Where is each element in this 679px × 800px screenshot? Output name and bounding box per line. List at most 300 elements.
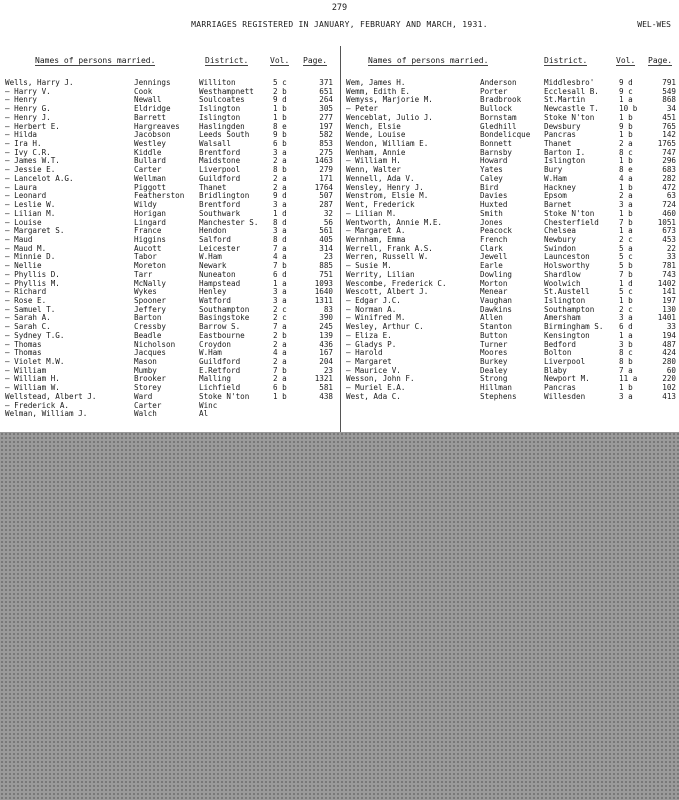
entry-page: 413 (662, 391, 676, 401)
entry-name: Werrell, Frank A.S. (346, 243, 433, 253)
page-number: 279 (331, 3, 348, 13)
entry-page: 436 (319, 339, 333, 349)
entry-name: — Leslie W. (5, 200, 56, 210)
entry-district: Newbury (544, 234, 577, 244)
entry-page: 453 (662, 234, 676, 244)
entry-spouse-surname: Carter (134, 165, 162, 175)
entry-page: 245 (319, 322, 333, 332)
entry-spouse-surname: Stephens (480, 391, 517, 401)
entry-district: Bridlington (199, 191, 250, 201)
entry-page: 141 (662, 287, 676, 297)
entry-district: Nuneaton (199, 269, 236, 279)
entry-name: Wellstead, Albert J. (5, 391, 97, 401)
entry-district: Blaby (544, 365, 567, 375)
entry-volume: 2 c (619, 304, 633, 314)
entry-spouse-surname: Dealey (480, 365, 508, 375)
entry-name: — Norman A. (346, 304, 397, 314)
entry-page: 424 (662, 348, 676, 358)
entry-district: Islington (199, 112, 241, 122)
entry-name: — Samuel T. (5, 304, 56, 314)
entry-name: Werrity, Lilian (346, 269, 415, 279)
entry-district: Barton I. (544, 147, 586, 157)
entry-name: — Phyllis D. (5, 269, 60, 279)
entry-name: — Sydney T.G. (5, 330, 65, 340)
entry-district: Launceston (544, 252, 590, 262)
entry-volume: 6 d (619, 322, 633, 332)
entry-name: — Ira H. (5, 139, 42, 149)
entry-spouse-surname: Lingard (134, 217, 167, 227)
entry-name: Wench, Elsie (346, 121, 401, 131)
entry-volume: 5 a (619, 243, 633, 253)
entry-district: Liverpool (544, 357, 586, 366)
entry-district: Westhampnett (199, 86, 254, 96)
entry-page: 743 (662, 269, 676, 279)
entry-page: 63 (666, 191, 676, 201)
entry-district: Soulcoates (199, 95, 245, 105)
entry-name: — Rose E. (5, 295, 47, 305)
entry-name: — Louise (5, 217, 42, 227)
entry-volume: 6 b (273, 139, 287, 149)
entry-page: 279 (319, 165, 333, 175)
entry-spouse-surname: Jennings (134, 78, 171, 87)
entry-name: — Gladys P. (346, 339, 397, 349)
entry-name: Wennell, Ada V. (346, 173, 415, 183)
entry-volume: 6 d (273, 269, 287, 279)
entry-row (346, 393, 676, 402)
entry-spouse-surname: Cressby (134, 322, 167, 332)
entry-district: Guildford (199, 173, 241, 183)
entry-spouse-surname: Eldridge (134, 104, 171, 114)
entry-district: Newark (199, 261, 227, 271)
entry-page: 747 (662, 147, 676, 157)
entry-volume: 1 a (619, 330, 633, 340)
entry-name: — Maud (5, 234, 33, 244)
vol-header: Vol. (616, 56, 636, 65)
entry-spouse-surname: Bornstam (480, 112, 517, 122)
entry-page: 32 (323, 208, 333, 218)
entry-volume: 1 b (619, 112, 633, 122)
entry-spouse-surname: Bradbrook (480, 95, 522, 105)
entry-district: Epsom (544, 191, 567, 201)
entry-district: St.Martin (544, 95, 586, 105)
entry-district: Haslingden (199, 121, 245, 131)
entry-district: Kensington (544, 330, 590, 340)
entry-district: Dewsbury (544, 121, 581, 131)
entry-spouse-surname: Kiddle (134, 147, 162, 157)
entry-spouse-surname: Walch (134, 409, 157, 419)
entry-spouse-surname: Jacobson (134, 130, 171, 140)
entry-page: 1093 (314, 278, 333, 288)
entry-volume: 2 a (273, 156, 287, 166)
entry-page: 275 (319, 147, 333, 157)
entry-volume: 1 b (619, 130, 633, 140)
entry-name: — Henry J. (5, 112, 51, 122)
entry-district: Leeds South (199, 130, 250, 140)
entry-volume: 9 d (273, 191, 287, 201)
entry-page: 171 (319, 173, 333, 183)
entry-district: Henley (199, 287, 227, 297)
entry-name: — Lilian M. (346, 208, 397, 218)
entry-volume: 7 a (619, 365, 633, 375)
entry-district: Maidstone (199, 156, 241, 166)
entry-district: Thanet (544, 139, 572, 149)
entry-name: Wesson, John F. (346, 374, 415, 384)
entry-volume: 3 a (619, 313, 633, 323)
entry-spouse-surname: McNally (134, 278, 167, 288)
entry-page: 581 (319, 383, 333, 393)
entry-district: Barnet (544, 200, 572, 210)
entry-volume: 11 a (619, 374, 638, 384)
entry-page: 487 (662, 339, 676, 349)
page-title: MARRIAGES REGISTERED IN JANUARY, FEBRUARY AND MARCH, 1931. (191, 20, 488, 29)
entry-name: — Henry G. (5, 104, 51, 114)
entry-spouse-surname: Horigan (134, 208, 167, 218)
entry-spouse-surname: Barrett (134, 112, 167, 122)
right-entries (346, 79, 676, 402)
entry-page: 22 (666, 243, 676, 253)
entry-page: 277 (319, 112, 333, 122)
entry-name: — Maurice V. (346, 365, 401, 375)
entry-district: W.Ham (199, 348, 222, 358)
entry-name: — Minnie D. (5, 252, 56, 262)
entry-district: Woolwich (544, 278, 581, 288)
entry-page: 33 (666, 252, 676, 262)
entry-name: — Sarah A. (5, 313, 51, 323)
entry-row (5, 410, 335, 419)
entry-name: — Ivy C.R. (5, 147, 51, 157)
entry-name: — Eliza E. (346, 330, 392, 340)
names-header: Names of persons married. (35, 56, 156, 65)
entry-district: Walsall (199, 139, 232, 149)
entry-volume: 8 b (273, 165, 287, 175)
entry-district: Eastbourne (199, 330, 245, 340)
entry-page: 561 (319, 226, 333, 236)
entry-spouse-surname: Piggott (134, 182, 167, 192)
entry-volume: 2 a (273, 357, 287, 366)
entry-name: Welman, William J. (5, 409, 88, 419)
entry-page: 197 (662, 295, 676, 305)
entry-volume: 2 a (273, 339, 287, 349)
entry-name: Wenstrom, Elsie M. (346, 191, 429, 201)
entry-page: 1765 (657, 139, 676, 149)
entry-district: Bedford (544, 339, 577, 349)
entry-spouse-surname: Morton (480, 278, 508, 288)
entry-page: 139 (319, 330, 333, 340)
entry-district: Islington (199, 104, 241, 114)
entry-name: — Peter (346, 104, 379, 114)
entry-page: 582 (319, 130, 333, 140)
entry-page: 371 (319, 78, 333, 87)
entry-spouse-surname: Peacock (480, 226, 513, 236)
entry-page: 204 (319, 357, 333, 366)
entry-name: — Richard (5, 287, 47, 297)
entry-district: Southampton (199, 304, 250, 314)
entry-volume: 3 a (273, 287, 287, 297)
entry-page: 1401 (657, 313, 676, 323)
entry-page: 83 (323, 304, 333, 314)
entry-name: — Jessie E. (5, 165, 56, 175)
entry-district: Ecclesall B. (544, 86, 599, 96)
entry-district: Pancras (544, 130, 577, 140)
entry-volume: 1 a (619, 226, 633, 236)
entry-spouse-surname: Gledhill (480, 121, 517, 131)
entry-name: Wescott, Albert J. (346, 287, 429, 297)
entry-district: W.Ham (544, 173, 567, 183)
entry-spouse-surname: Wildy (134, 200, 157, 210)
entry-name: West, Ada C. (346, 391, 401, 401)
entry-name: Wenceblat, Julio J. (346, 112, 433, 122)
entry-district: E.Retford (199, 365, 241, 375)
entry-page: 23 (323, 252, 333, 262)
district-header: District. (544, 56, 588, 65)
entry-page: 438 (319, 391, 333, 401)
entry-volume: 9 d (273, 95, 287, 105)
entry-page: 102 (662, 383, 676, 393)
entry-volume: 1 b (619, 182, 633, 192)
entry-name: — Nellie (5, 261, 42, 271)
entry-name: Wescombe, Frederick C. (346, 278, 447, 288)
entry-volume: 2 a (619, 139, 633, 149)
entry-page: 673 (662, 226, 676, 236)
entry-volume: 8 e (619, 165, 633, 175)
entry-volume: 2 a (273, 182, 287, 192)
entry-district: Malling (199, 374, 232, 384)
entry-page: 791 (662, 78, 676, 87)
entry-page: 60 (666, 365, 676, 375)
entry-district: Leicester (199, 243, 241, 253)
entry-district: Birmingham S. (544, 322, 604, 332)
entry-page: 296 (662, 156, 676, 166)
entry-page: 751 (319, 269, 333, 279)
entry-volume: 9 b (619, 121, 633, 131)
entry-spouse-surname: Porter (480, 86, 508, 96)
entry-district: Brentford (199, 147, 241, 157)
entry-page: 451 (662, 112, 676, 122)
entry-volume: 7 a (273, 322, 287, 332)
entry-volume: 2 b (273, 86, 287, 96)
entry-name: — Violet M.W. (5, 357, 65, 366)
entry-page: 280 (662, 357, 676, 366)
entry-page: 167 (319, 348, 333, 358)
entry-spouse-surname: Moores (480, 348, 508, 358)
entry-spouse-surname: Dawkins (480, 304, 513, 314)
entry-district: St.Austell (544, 287, 590, 297)
entry-spouse-surname: Smith (480, 208, 503, 218)
entry-page: 197 (319, 121, 333, 131)
entry-spouse-surname: Spooner (134, 295, 167, 305)
entry-district: Barrow S. (199, 322, 241, 332)
entry-spouse-surname: Moreton (134, 261, 167, 271)
entry-volume: 2 c (273, 313, 287, 323)
entry-volume: 7 b (273, 365, 287, 375)
entry-volume: 7 b (619, 269, 633, 279)
entry-name: Wenham, Annie (346, 147, 406, 157)
entry-volume: 10 b (619, 104, 638, 114)
right-column (346, 56, 676, 402)
left-column (5, 56, 335, 419)
column-divider (340, 46, 341, 436)
entry-district: Winc (199, 400, 218, 410)
entry-district: Stoke N'ton (199, 391, 250, 401)
entry-page: 651 (319, 86, 333, 96)
entry-spouse-surname: Hillman (480, 383, 513, 393)
entry-spouse-surname: Cook (134, 86, 153, 96)
entry-page: 1640 (314, 287, 333, 297)
entry-volume: 6 b (273, 383, 287, 393)
entry-spouse-surname: Mason (134, 357, 157, 366)
entry-name: — Phyllis M. (5, 278, 60, 288)
entry-spouse-surname: Stanton (480, 322, 513, 332)
entry-page: 33 (666, 322, 676, 332)
entry-name: — Lilian M. (5, 208, 56, 218)
entry-volume: 1 b (619, 156, 633, 166)
entry-district: Salford (199, 234, 232, 244)
entry-volume: 5 c (619, 287, 633, 297)
names-header: Names of persons married. (368, 56, 489, 65)
right-header (346, 56, 676, 69)
redacted-area (0, 432, 679, 800)
entry-volume: 9 d (619, 78, 633, 87)
entry-volume: 4 a (619, 173, 633, 183)
entry-volume: 8 b (619, 357, 633, 366)
entry-name: — Thomas (5, 339, 42, 349)
entry-volume: 5 c (619, 252, 633, 262)
entry-page: 885 (319, 261, 333, 271)
entry-name: Wem, James H. (346, 78, 406, 87)
entry-page: 287 (319, 200, 333, 210)
entry-district: Watford (199, 295, 232, 305)
entry-spouse-surname: Menear (480, 287, 508, 297)
entry-name: — Henry (5, 95, 38, 105)
entry-volume: 1 b (619, 208, 633, 218)
entry-district: Amersham (544, 313, 581, 323)
entry-district: Hampstead (199, 278, 241, 288)
entry-name: Werren, Russell W. (346, 252, 429, 262)
entry-name: — Winifred M. (346, 313, 406, 323)
entry-district: Liverpool (199, 165, 241, 175)
entry-volume: 5 b (619, 261, 633, 271)
entry-volume: 3 a (273, 295, 287, 305)
entry-name: Wernham, Emma (346, 234, 406, 244)
entry-volume: 8 d (273, 217, 287, 227)
entry-district: Newcastle T. (544, 104, 599, 114)
entry-spouse-surname: Jewell (480, 252, 508, 262)
entry-name: Wenn, Walter (346, 165, 401, 175)
entry-page: 34 (666, 104, 676, 114)
entry-spouse-surname: Burkey (480, 357, 508, 366)
entry-spouse-surname: Dowling (480, 269, 513, 279)
entry-spouse-surname: Bird (480, 182, 499, 192)
entry-spouse-surname: Mumby (134, 365, 157, 375)
entry-volume: 8 e (273, 121, 287, 131)
entry-spouse-surname: Wellman (134, 173, 167, 183)
entry-name: — Muriel E.A. (346, 383, 406, 393)
entry-spouse-surname: Beadle (134, 330, 162, 340)
entry-page: 194 (662, 330, 676, 340)
entry-spouse-surname: Turner (480, 339, 508, 349)
entry-volume: 1 b (619, 383, 633, 393)
entry-spouse-surname: Anderson (480, 78, 517, 87)
entry-name: — Thomas (5, 348, 42, 358)
entry-name: Wende, Louise (346, 130, 406, 140)
entry-volume: 7 a (273, 243, 287, 253)
entry-spouse-surname: Aucott (134, 243, 162, 253)
entry-district: Southampton (544, 304, 595, 314)
entry-name: Wentworth, Annie M.E. (346, 217, 443, 227)
entry-volume: 8 c (619, 147, 633, 157)
entry-volume: 7 b (273, 261, 287, 271)
entry-spouse-surname: Button (480, 330, 508, 340)
entry-page: 724 (662, 200, 676, 210)
entry-page: 460 (662, 208, 676, 218)
entry-district: Willesden (544, 391, 586, 401)
entry-spouse-surname: Higgins (134, 234, 167, 244)
entry-district: Hackney (544, 182, 577, 192)
entry-spouse-surname: Bullard (134, 156, 167, 166)
entry-page: 1311 (314, 295, 333, 305)
page-header: Page. (648, 56, 673, 65)
entry-volume: 3 a (619, 200, 633, 210)
entry-volume: 8 c (619, 348, 633, 358)
entry-volume: 9 b (273, 130, 287, 140)
entry-page: 220 (662, 374, 676, 384)
entry-district: Stoke N'ton (544, 112, 595, 122)
entry-spouse-surname: Clark (480, 243, 503, 253)
entry-page: 1402 (657, 278, 676, 288)
entry-district: Chesterfield (544, 217, 599, 227)
entry-page: 23 (323, 365, 333, 375)
entry-spouse-surname: Westley (134, 139, 167, 149)
entry-district: Middlesbro' (544, 78, 595, 87)
entry-name: — Maud M. (5, 243, 47, 253)
entry-page: 507 (319, 191, 333, 201)
entry-volume: 1 d (273, 208, 287, 218)
entry-volume: 1 b (273, 391, 287, 401)
entry-district: W.Ham (199, 252, 222, 262)
entry-spouse-surname: Ward (134, 391, 153, 401)
entry-district: Stoke N'ton (544, 208, 595, 218)
entry-page: 314 (319, 243, 333, 253)
entry-spouse-surname: Nicholson (134, 339, 176, 349)
entry-spouse-surname: Hargreaves (134, 121, 180, 131)
entry-district: Thanet (199, 182, 227, 192)
entry-name: — Sarah C. (5, 322, 51, 332)
entry-page: 868 (662, 95, 676, 105)
entry-spouse-surname: Barton (134, 313, 162, 323)
entry-spouse-surname: Caley (480, 173, 503, 183)
entry-spouse-surname: Bullock (480, 104, 513, 114)
left-entries (5, 79, 335, 419)
entry-spouse-surname: Wykes (134, 287, 157, 297)
entry-volume: 1 b (273, 104, 287, 114)
entry-district: Chelsea (544, 226, 577, 236)
entry-page: 130 (662, 304, 676, 314)
entry-spouse-surname: Tabor (134, 252, 157, 262)
entry-spouse-surname: Barnsby (480, 147, 513, 157)
entry-spouse-surname: Bonnett (480, 139, 513, 149)
entry-volume: 2 a (619, 191, 633, 201)
entry-district: Bury (544, 165, 563, 175)
entry-page: 1321 (314, 374, 333, 384)
entry-spouse-surname: Howard (480, 156, 508, 166)
entry-volume: 5 c (273, 78, 287, 87)
entry-spouse-surname: Earle (480, 261, 503, 271)
entry-spouse-surname: Allen (480, 313, 503, 323)
entry-spouse-surname: Huxted (480, 200, 508, 210)
entry-spouse-surname: Tarr (134, 269, 153, 279)
entry-name: — Herbert E. (5, 121, 60, 131)
entry-volume: 4 a (273, 252, 287, 262)
